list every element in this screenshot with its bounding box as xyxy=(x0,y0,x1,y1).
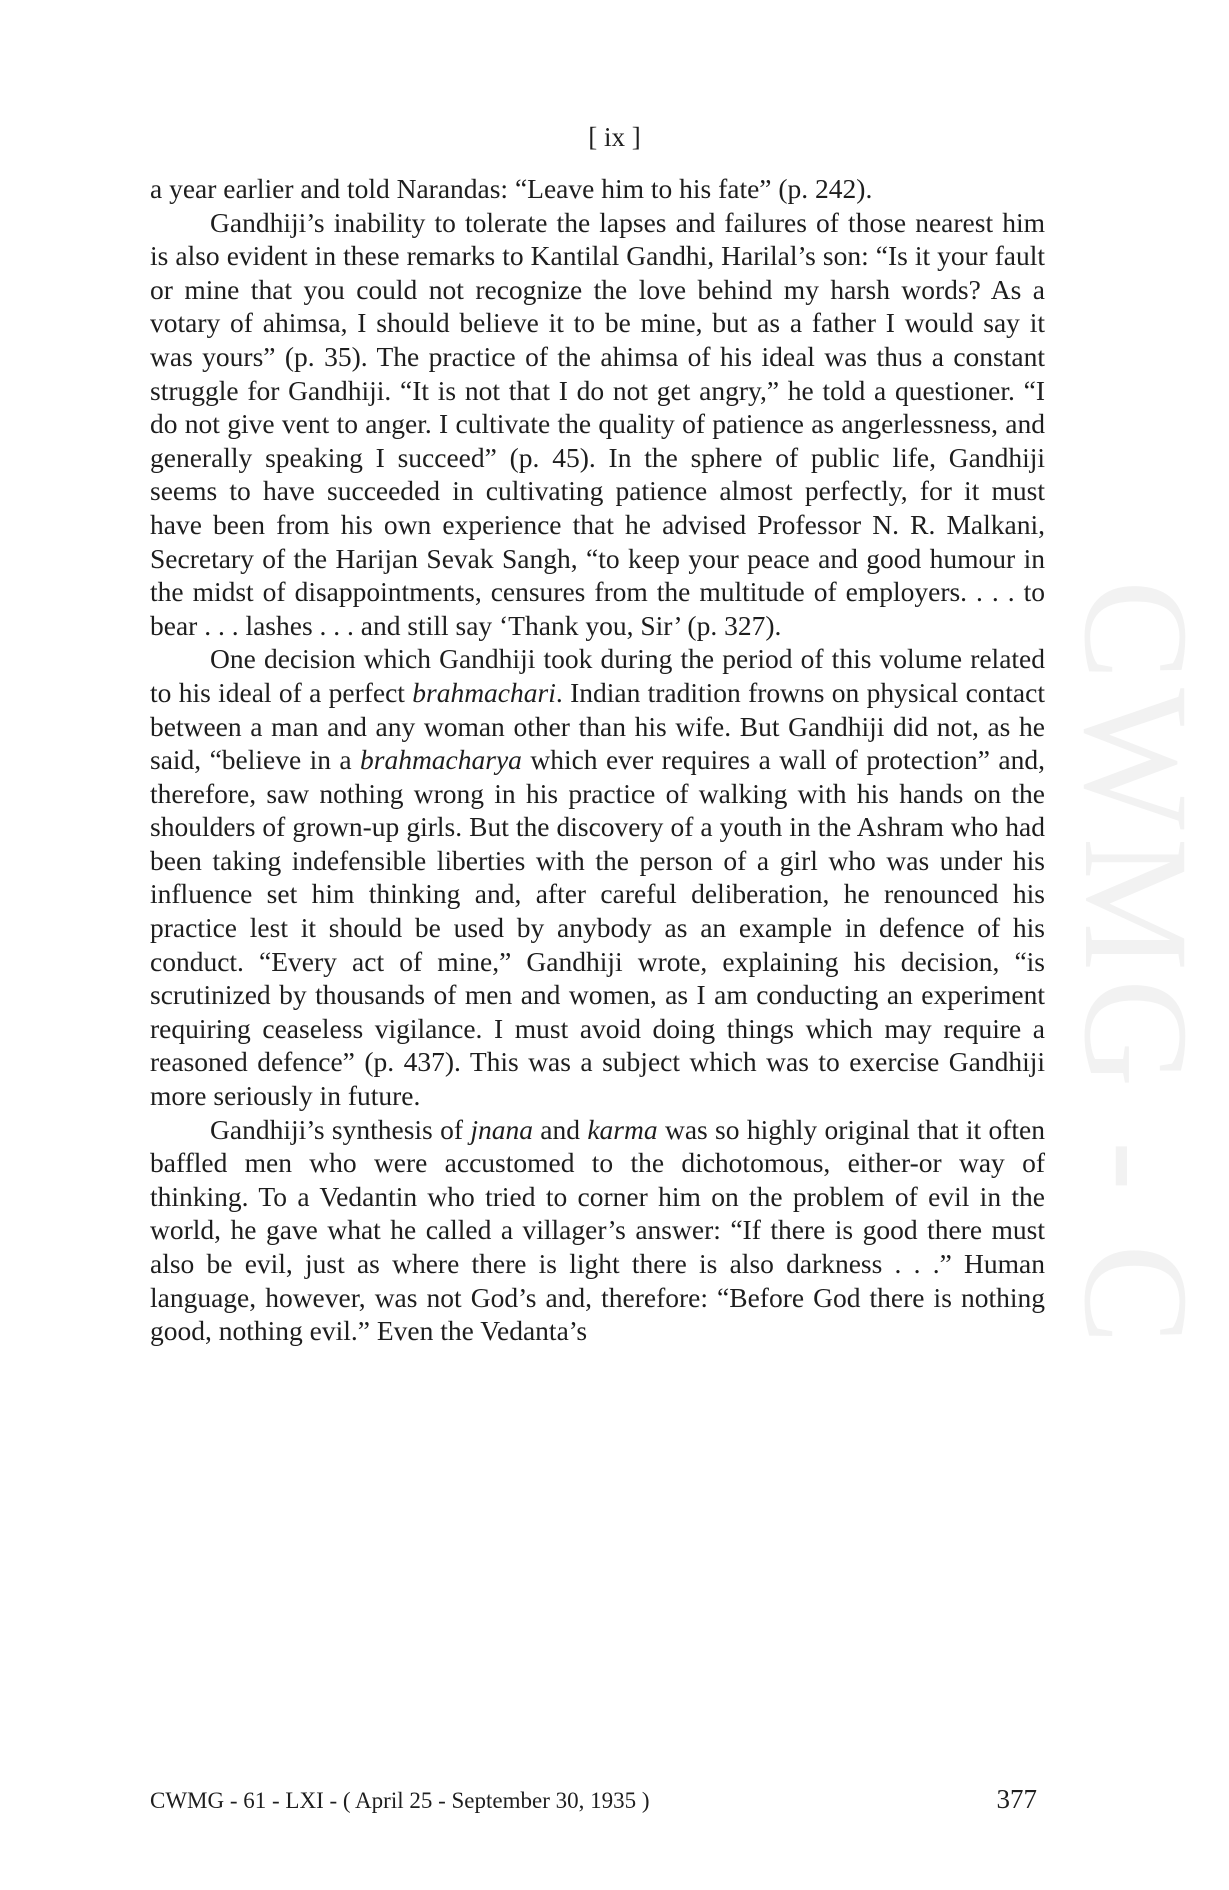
paragraph-4-emphasis-b: karma xyxy=(587,1113,658,1145)
body-text xyxy=(150,172,1045,1348)
paragraph-3-text-b: . Indian tradition frowns on physical contact between a man and any woman other than his wife. But Gandhiji did not, as he said, “believe in a xyxy=(150,676,1045,776)
paragraph-4 xyxy=(150,1113,1045,1348)
paragraph-1: a year earlier and told Narandas: “Leave him to his fate” (p. 242). xyxy=(150,173,873,204)
paragraph-2: Gandhiji’s inability to tolerate the lapses and failures of those nearest him is also evident in these remarks to Kantilal Gandhi, Harilal’s son: “Is it your fault or mine that you could not recognize the love behind my harsh words? As a votary of ahimsa, I should believe it to be mine, but as a father I would say it was yours” (p. 35). The practice of the ahimsa of his ideal was thus a constant struggle for Gandhiji. “It is not that I do not get angry,” he told a questioner. “I do not give vent to anger. I cultivate the quality of patience as angerlessness, and generally speaking I succeed” (p. 45). In the sphere of public life, Gandhiji seems to have succeeded in cultivating patience almost perfectly, for it must have been from his own experience that he advised Professor N. R. Malkani, Secretary of the Harijan Sevak Sangh, “to keep your peace and good humour in the midst of disappointments, censures from the multitude of employers. . . . to bear . . . lashes . . . and still say ‘Thank you, Sir’ (p. 327). xyxy=(150,206,1045,641)
paragraph-3-text-a: One decision which Gandhiji took during the period of this volume related to his ideal of a perfect xyxy=(150,643,1045,708)
paragraph-4-text-a: Gandhiji’s synthesis of xyxy=(210,1113,471,1145)
paragraph-3 xyxy=(150,642,1045,1112)
watermark: CWMG - C xyxy=(1053,580,1219,1353)
footer-source: CWMG - 61 - LXI - ( April 25 - September 30, 1935 ) xyxy=(150,1788,650,1813)
page-number: 377 xyxy=(996,1784,1037,1814)
paragraph-4-text-c: was so highly original that it often baffled men who were accustomed to the dichotomous, either-or way of thinking. To a Vedantin who tried to corner him on the problem of evil in the world, he gave what he called a villager’s answer: “If there is good there must also be evil, just as where there is light there is also darkness . . .” Human language, however, was not God’s and, therefore: “Before God there is nothing good, nothing evil.” Even the Vedanta’s xyxy=(150,1113,1045,1347)
paragraph-4-emphasis-a: jnana xyxy=(470,1113,533,1145)
paragraph-3-emphasis-a: brahmachari xyxy=(412,676,556,708)
paragraph-3-emphasis-b: brahmacharya xyxy=(360,744,522,776)
page-header: [ ix ] xyxy=(588,122,641,152)
paragraph-4-text-b: and xyxy=(532,1113,588,1145)
paragraph-3-text-c: which ever requires a wall of protection” and, therefore, saw nothing wrong in his practice of walking with his hands on the shoulders of grown-up girls. But the discovery of a youth in the Ashram who had been taking indefensible liberties with the person of a girl who was under his influence set him thinking and, after careful deliberation, he renounced his practice lest it should be used by anybody as an example in defence of his conduct. “Every act of mine,” Gandhiji wrote, explaining his decision, “is scrutinized by thousands of men and women, as I am conducting an experiment requiring ceaseless vigilance. I must avoid doing things which may require a reasoned defence” (p. 437). This was a subject which was to exercise Gandhiji more seriously in future. xyxy=(150,744,1045,1112)
